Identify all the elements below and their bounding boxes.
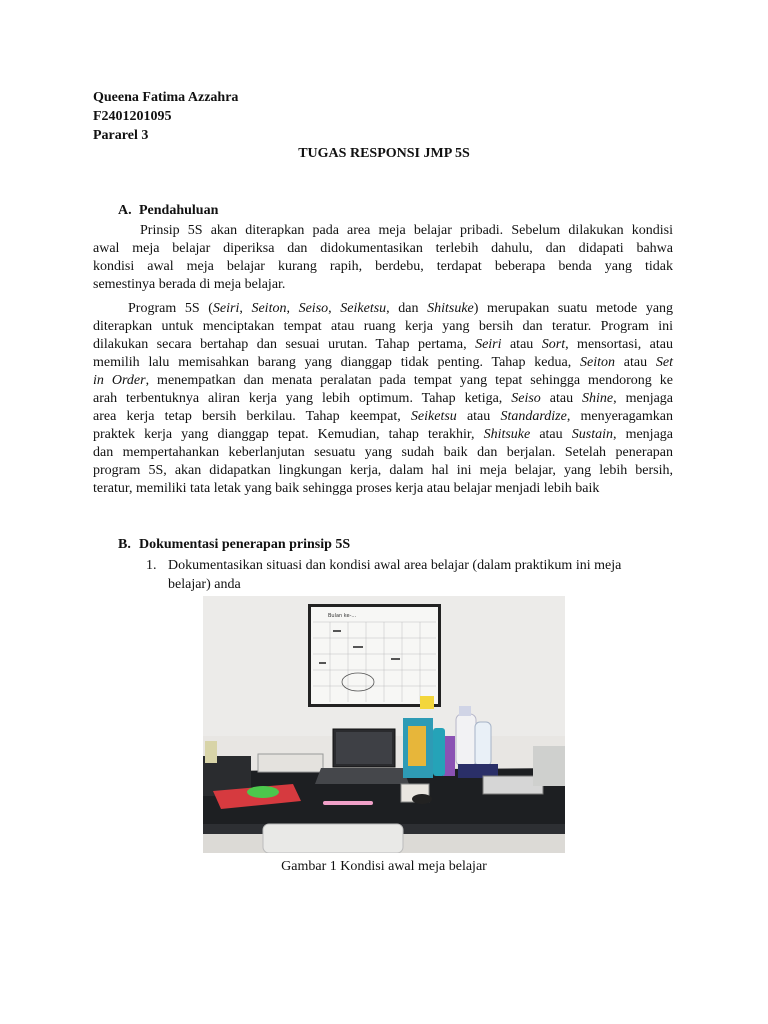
whiteboard-title: Bulan ke-... xyxy=(328,613,357,619)
section-b-title: Dokumentasi penerapan prinsip 5S xyxy=(139,537,351,552)
list-item-text-line-1: Dokumentasikan situasi dan kondisi awal area belajar (dalam praktikum ini meja xyxy=(168,558,622,573)
paragraph-line: area kerja tetap bersih berkilau. Tahap keempat, Seiketsu atau Standardize, menyeragamkan xyxy=(93,409,673,424)
list-item-number: 1. xyxy=(146,558,157,573)
section-b-heading xyxy=(118,537,350,553)
document-title: TUGAS RESPONSI JMP 5S xyxy=(298,146,470,161)
figure-caption: Gambar 1 Kondisi awal meja belajar xyxy=(281,859,487,874)
paragraph-line: Program 5S (Seiri, Seiton, Seiso, Seiketsu, dan Shitsuke) merupakan suatu metode yang xyxy=(128,301,674,316)
paragraph-line: kondisi awal meja belajar kurang rapih, berdebu, terdapat beberapa benda yang tidak xyxy=(93,259,673,274)
paragraph-line: praktek kerja yang dianggap tepat. Kemudian, tahap terakhir, Shitsuke atau Sustain, menjaga xyxy=(93,427,674,442)
desk-photo xyxy=(203,596,565,853)
student-name: Queena Fatima Azzahra xyxy=(93,90,239,105)
paragraph-line: semestinya berada di meja belajar. xyxy=(93,277,286,292)
paragraph-line: program 5S, akan didapatkan lingkungan kerja, dalam hal ini meja belajar, yang lebih bersih, xyxy=(93,463,673,478)
whiteboard xyxy=(308,604,441,707)
section-a-letter: A. xyxy=(118,203,132,218)
paragraph-line: in Order, menempatkan dan menata peralatan pada tempat yang tepat sehingga mendorong ke xyxy=(93,373,673,388)
section-a-heading xyxy=(118,203,218,219)
paragraph-line: teratur, memiliki tata letak yang baik sehingga proses kerja atau belajar menjadi lebih baik xyxy=(93,481,600,496)
paragraph-line: dilakukan secara bertahap dan sesuai urutan. Tahap pertama, Seiri atau Sort, mensortasi, atau xyxy=(93,337,673,352)
paragraph-line: memilih lalu memisahkan barang yang dianggap tidak penting. Tahap kedua, Seiton atau Set xyxy=(93,355,673,370)
paragraph-line: diterapkan untuk menciptakan tempat atau ruang kerja yang bersih dan teratur. Program ini xyxy=(93,319,673,334)
paragraph-line: awal meja belajar diperiksa dan didokumentasikan terlebih dahulu, dan didapati bahwa xyxy=(93,241,673,256)
paragraph-line: Prinsip 5S akan diterapkan pada area meja belajar pribadi. Sebelum dilakukan kondisi xyxy=(140,223,673,238)
paragraph-line: dan mempertahankan keberlanjutan sesuatu yang sudah baik dan berjalan. Setelah penerapan xyxy=(93,445,673,460)
student-id: F2401201095 xyxy=(93,109,172,124)
paragraph-line: arah terbentuknya aliran kerja yang lebih optimum. Tahap ketiga, Seiso atau Shine, menjaga xyxy=(93,391,674,406)
intro-paragraph-1 xyxy=(93,222,673,294)
list-item-text-line-2: belajar) anda xyxy=(168,577,241,592)
class-label: Pararel 3 xyxy=(93,128,149,143)
section-a-title: Pendahuluan xyxy=(139,203,219,218)
section-b-letter: B. xyxy=(118,537,131,552)
intro-paragraph-2 xyxy=(93,300,673,498)
